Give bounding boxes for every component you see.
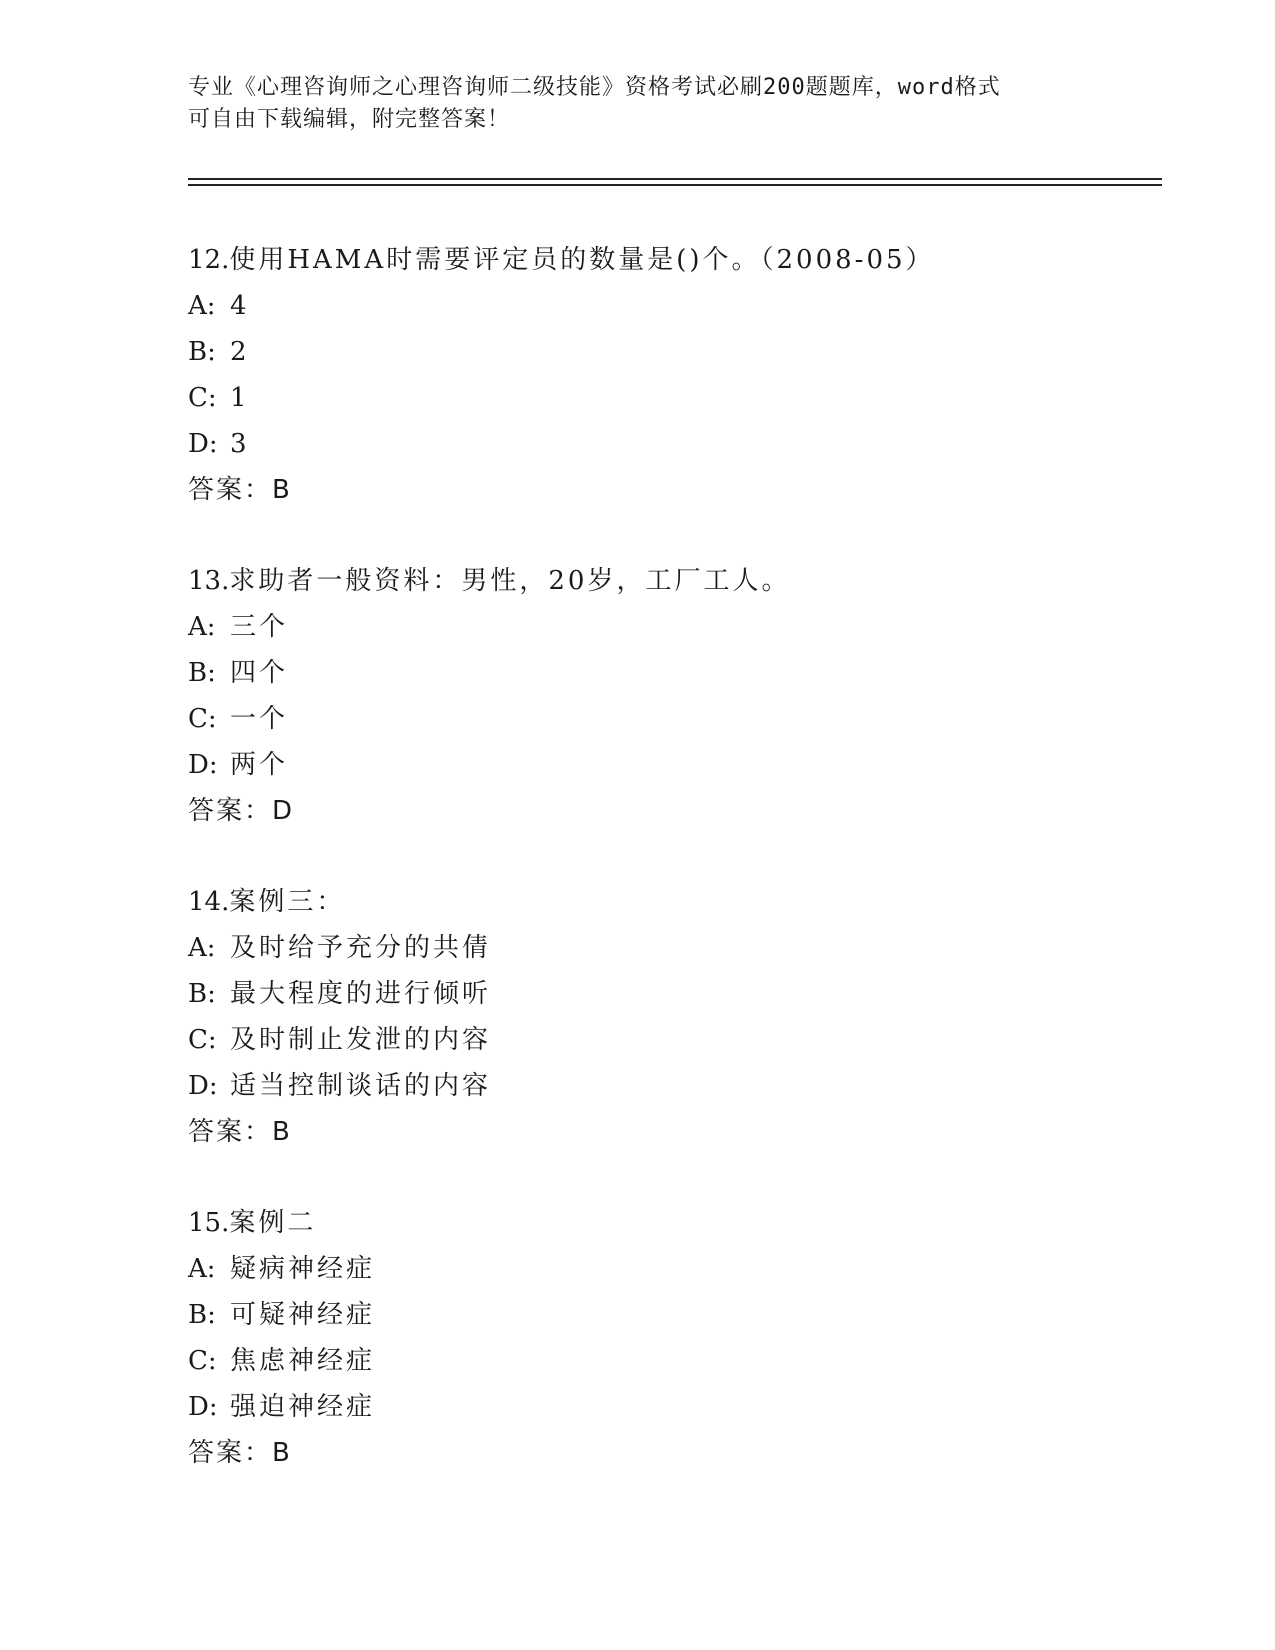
option-text: 三个 bbox=[230, 612, 289, 642]
answer-line: 答案：B bbox=[188, 1438, 292, 1468]
option-letter: B: bbox=[188, 979, 216, 1009]
question-number: 12. bbox=[188, 245, 230, 275]
option-text: 最大程度的进行倾听 bbox=[230, 979, 492, 1009]
option-text: 四个 bbox=[230, 658, 289, 688]
question-13 bbox=[188, 558, 1188, 879]
option-letter: C: bbox=[188, 1346, 217, 1376]
header-divider-bottom bbox=[188, 184, 1162, 186]
option-letter: B: bbox=[188, 658, 216, 688]
option-d bbox=[188, 421, 1188, 467]
document-header bbox=[188, 72, 1088, 136]
question-15 bbox=[188, 1200, 1188, 1521]
option-text: 强迫神经症 bbox=[230, 1392, 376, 1422]
option-text: 1 bbox=[230, 383, 250, 413]
option-letter: A: bbox=[188, 291, 216, 321]
option-text: 疑病神经症 bbox=[230, 1254, 376, 1284]
option-b bbox=[188, 971, 1188, 1017]
question-number: 13. bbox=[188, 566, 230, 596]
option-text: 及时给予充分的共倩 bbox=[230, 933, 492, 963]
option-c bbox=[188, 1338, 1188, 1384]
option-text: 2 bbox=[230, 337, 250, 367]
option-b bbox=[188, 650, 1188, 696]
option-a bbox=[188, 283, 1188, 329]
header-divider-top bbox=[188, 178, 1162, 180]
question-number: 15. bbox=[188, 1208, 230, 1238]
option-c bbox=[188, 375, 1188, 421]
option-letter: D: bbox=[188, 750, 218, 780]
question-stem bbox=[188, 1200, 1188, 1246]
option-letter: A: bbox=[188, 933, 216, 963]
question-text: 使用HAMA时需要评定员的数量是()个。（2008-05） bbox=[229, 245, 935, 275]
option-letter: C: bbox=[188, 704, 217, 734]
option-text: 适当控制谈话的内容 bbox=[230, 1071, 492, 1101]
question-text: 案例三： bbox=[229, 887, 346, 917]
option-b bbox=[188, 329, 1188, 375]
question-text: 求助者一般资料：男性，20岁，工厂工人。 bbox=[229, 566, 791, 596]
option-d bbox=[188, 742, 1188, 788]
option-letter: C: bbox=[188, 1025, 217, 1055]
option-a bbox=[188, 1246, 1188, 1292]
option-letter: D: bbox=[188, 1071, 218, 1101]
option-letter: C: bbox=[188, 383, 217, 413]
option-c bbox=[188, 1017, 1188, 1063]
question-stem bbox=[188, 879, 1188, 925]
answer-line: 答案：B bbox=[188, 1117, 292, 1147]
question-number: 14. bbox=[188, 887, 230, 917]
option-text: 4 bbox=[230, 291, 250, 321]
option-text: 两个 bbox=[230, 750, 289, 780]
header-title-line-2: 可自由下载编辑，附完整答案！ bbox=[188, 107, 511, 132]
question-14 bbox=[188, 879, 1188, 1200]
option-letter: B: bbox=[188, 337, 216, 367]
option-text: 焦虑神经症 bbox=[230, 1346, 376, 1376]
option-d bbox=[188, 1063, 1188, 1109]
answer-line: 答案：D bbox=[188, 796, 295, 826]
answer-line: 答案：B bbox=[188, 475, 292, 505]
question-list bbox=[188, 237, 1188, 1521]
option-text: 3 bbox=[230, 429, 250, 459]
question-12 bbox=[188, 237, 1188, 558]
option-b bbox=[188, 1292, 1188, 1338]
option-letter: D: bbox=[188, 429, 218, 459]
option-a bbox=[188, 604, 1188, 650]
question-text: 案例二 bbox=[229, 1208, 317, 1238]
option-a bbox=[188, 925, 1188, 971]
question-stem bbox=[188, 237, 1188, 283]
option-letter: B: bbox=[188, 1300, 216, 1330]
header-title-line-1: 专业《心理咨询师之心理咨询师二级技能》资格考试必刷200题题库，word格式 bbox=[188, 75, 1001, 100]
option-letter: D: bbox=[188, 1392, 218, 1422]
option-letter: A: bbox=[188, 612, 216, 642]
option-text: 一个 bbox=[230, 704, 289, 734]
option-c bbox=[188, 696, 1188, 742]
option-text: 及时制止发泄的内容 bbox=[230, 1025, 492, 1055]
option-letter: A: bbox=[188, 1254, 216, 1284]
option-d bbox=[188, 1384, 1188, 1430]
question-stem bbox=[188, 558, 1188, 604]
option-text: 可疑神经症 bbox=[230, 1300, 376, 1330]
